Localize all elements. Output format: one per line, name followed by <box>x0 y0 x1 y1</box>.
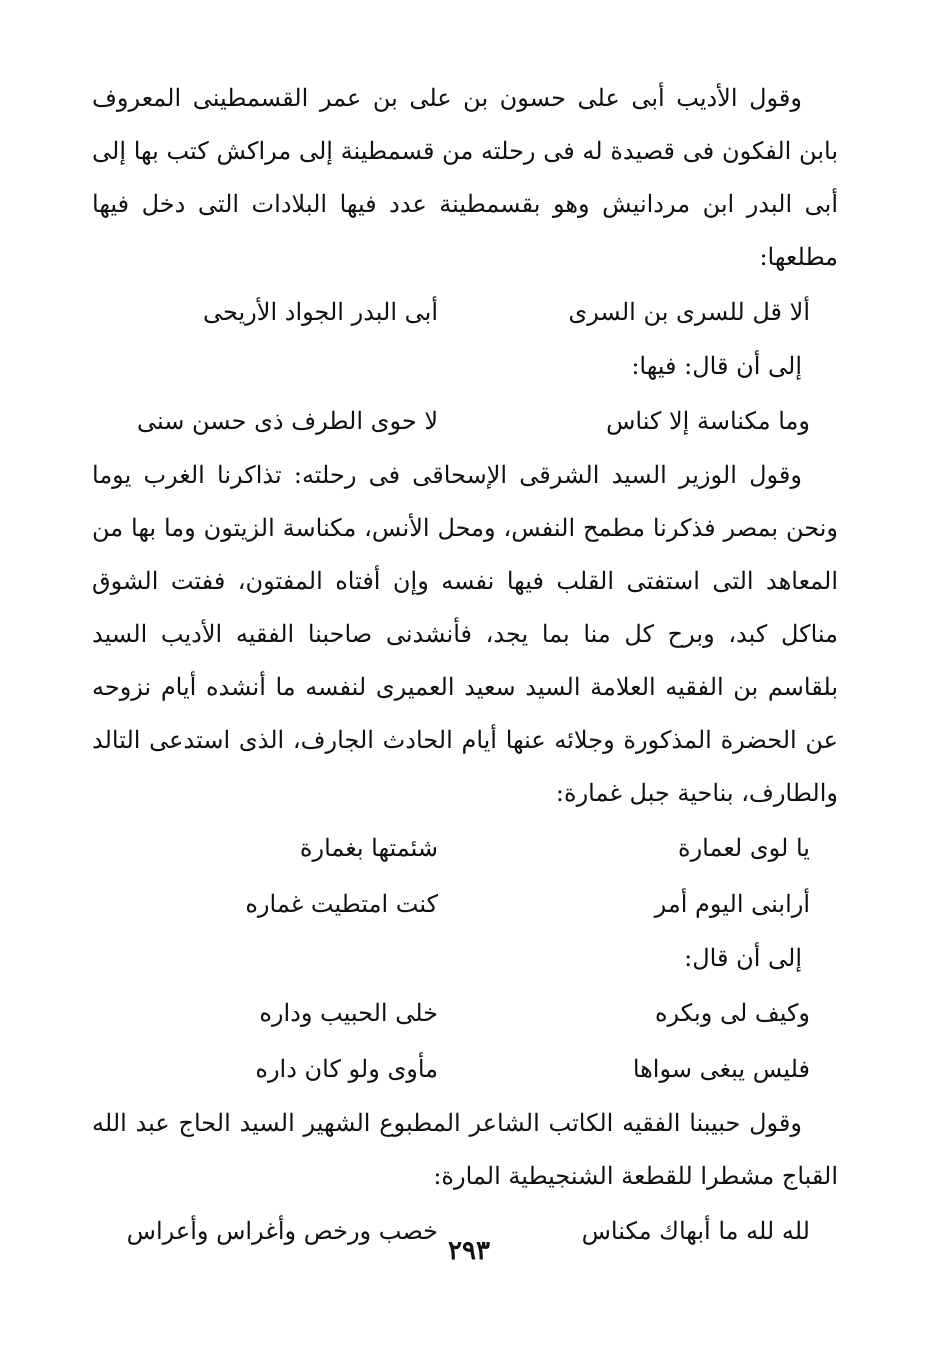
verse-second-hemistich: مأوى ولو كان داره <box>255 1055 438 1083</box>
verse-first-hemistich: لله لله ما أبهاك مكناس <box>581 1217 810 1245</box>
verse-first-hemistich: وكيف لى وبكره <box>654 999 810 1027</box>
verse-line <box>92 985 838 1041</box>
verse-first-hemistich: ألا قل للسرى بن السرى <box>568 298 810 326</box>
verse-line <box>92 820 838 876</box>
verse-line <box>92 284 838 340</box>
verse-first-hemistich: وما مكناسة إلا كناس <box>606 407 810 435</box>
verse-second-hemistich: كنت امتطيت غماره <box>245 890 438 918</box>
paragraph-transition: إلى أن قال: فيها: <box>631 352 802 380</box>
verse-second-hemistich: شئمتها بغمارة <box>299 834 438 862</box>
verse-first-hemistich: يا لوى لعمارة <box>678 834 810 862</box>
paragraph-transition: إلى أن قال: <box>684 944 802 972</box>
page-number: ٢٩٣ <box>448 1236 490 1266</box>
paragraph-ibn-al-fakkun: وقول الأديب أبى على حسون بن على بن عمر القسمطينى المعروف بابن الفكون فى قصيدة له فى رحلته من قسمطينة إلى مراكش كتب بها إلى أبى البدر ابن مردانيش وهو بقسمطينة عدد فيها البلادات التى دخل فيها مطلعها: <box>92 84 838 271</box>
paragraph-al-sharqi: وقول الوزير السيد الشرقى الإسحاقى فى رحلته: تذاكرنا الغرب يوما ونحن بمصر فذكرنا مطمح النفس، ومحل الأنس، مكناسة الزيتون وما بها من المعاهد التى استفتى القلب فيها نفسه وإن أفتاه المفتون، ففتت الشوق مناكل كبد، وبرح كل منا بما يجد، فأنشدنى صاحبنا الفقيه الأديب السيد بلقاسم بن الفقيه العلامة السيد سعيد العميرى لنفسه ما أنشده أيام نزوحه عن الحضرة المذكورة وجلائه عنها أيام الحادث الجارف، الذى استدعى التالد والطارف، بناحية جبل غمارة: <box>92 461 838 807</box>
verse-line <box>92 393 838 449</box>
verse-second-hemistich: أبى البدر الجواد الأريحى <box>203 298 438 326</box>
verse-line <box>92 1041 838 1097</box>
verse-second-hemistich: خصب ورخص وأغراس وأعراس <box>126 1217 438 1245</box>
verse-line <box>92 876 838 932</box>
paragraph-al-qabbaj: وقول حبيبنا الفقيه الكاتب الشاعر المطبوع الشهير السيد الحاج عبد الله القباج مشطرا للقطعة الشنجيطية المارة: <box>92 1109 838 1190</box>
main-text <box>92 72 838 1259</box>
verse-first-hemistich: فليس يبغى سواها <box>632 1055 810 1083</box>
verse-first-hemistich: أرابنى اليوم أمر <box>654 890 810 918</box>
verse-second-hemistich: لا حوى الطرف ذى حسن سنى <box>137 407 438 435</box>
verse-second-hemistich: خلى الحبيب وداره <box>259 999 438 1027</box>
